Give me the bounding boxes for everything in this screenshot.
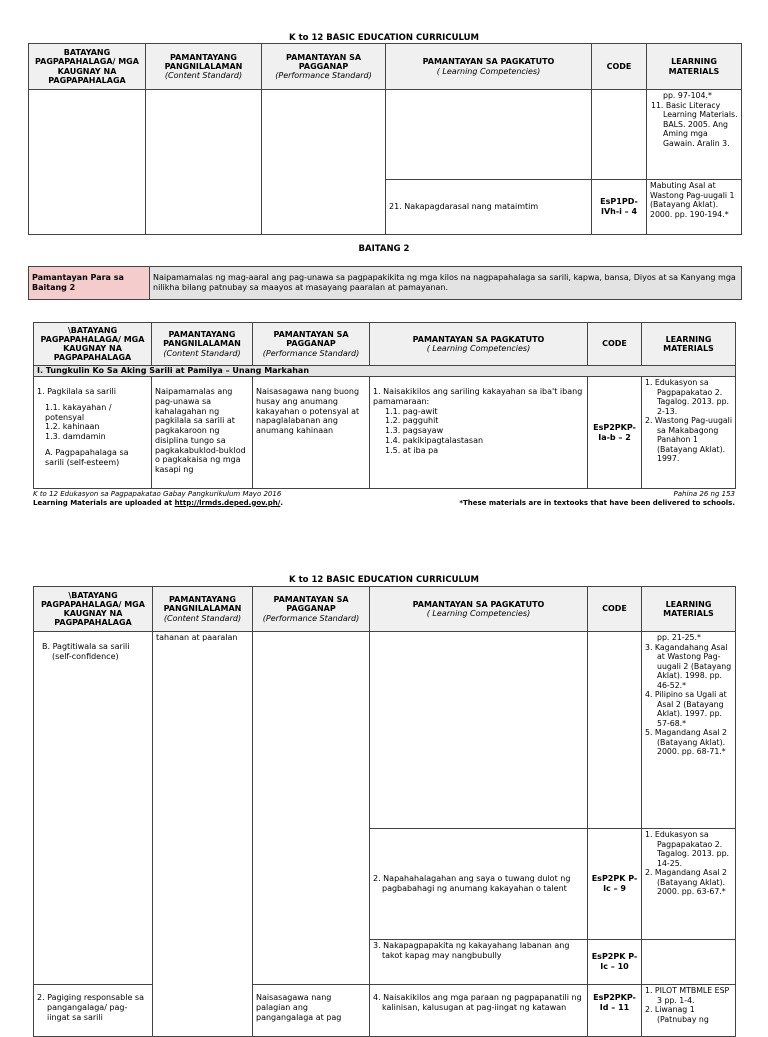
- code-1: EsP2PKP-Ia-b – 2: [588, 377, 642, 489]
- competency-2: 2. Napahahalagahan ang saya o tuwang dulot ng pagbabahagi ng anumang kakayahan o talent: [370, 829, 588, 940]
- curriculum-table-1: [28, 43, 742, 235]
- grade-standard-table: [28, 266, 742, 300]
- header-code: CODE: [588, 323, 642, 366]
- code-3: EsP2PK P- Ic – 10: [588, 940, 642, 985]
- competency-cell: [370, 377, 588, 489]
- performance-standard-cell: [262, 90, 386, 235]
- header-performance-standard: PAMANTAYAN SA PAGGANAP (Performance Standard): [253, 323, 370, 366]
- material-item: 2. Wastong Pag-uugali sa Makabagong Panahon 1 (Batayang Aklat). 1997.: [645, 416, 732, 463]
- header-learning-materials: LEARNING MATERIALS: [642, 587, 736, 632]
- materials-continued: pp. 97-104.*: [663, 91, 712, 100]
- header-content-standard: PAMANTAYANG PANGNILALAMAN (Content Standard): [153, 587, 253, 632]
- curriculum-table-2: [33, 322, 736, 489]
- values-cell: [34, 377, 152, 489]
- header-values: \BATAYANG PAGPAPAHALAGA/ MGA KAUGNAY NA PAGPAPAHALAGA: [34, 587, 153, 632]
- header-learning-competencies: PAMANTAYAN SA PAGKATUTO ( Learning Competencies): [386, 44, 592, 90]
- material-item: 3. Kagandahang Asal at Wastong Pag-uugali 2 (Batayang Aklat). 1998. pp. 46-52.*: [645, 642, 732, 690]
- materials-cell: [642, 940, 736, 985]
- competency-subitem: 1.2. pagguhit: [385, 416, 439, 426]
- curriculum-table-3: [33, 586, 736, 1037]
- values-cell: [29, 90, 146, 235]
- header-values: \BATAYANG PAGPAPAHALAGA/ MGA KAUGNAY NA PAGPAPAHALAGA: [34, 323, 152, 366]
- code-cell: [592, 90, 647, 180]
- performance-standard-cell: Naisasagawa nang buong husay ang anumang kakayahan o potensyal at napaglalabanan ang anumang kahinaan: [253, 377, 370, 489]
- performance-standard-cell: [253, 632, 370, 985]
- footer-upload-note: Learning Materials are uploaded at http://lrmds.deped.gov.ph/.: [33, 498, 284, 507]
- value-subitem: 1.2. kahinaan: [45, 422, 100, 432]
- competency-4: 4. Naisakikilos ang mga paraan ng pagpapanatili ng kalinisan, kalusugan at pag-iingat ng katawan: [370, 985, 588, 1037]
- material-item: 2. Magandang Asal 2 (Batayang Aklat). 2000. pp. 63-67.*: [645, 868, 727, 896]
- grade-heading: BAITANG 2: [358, 244, 410, 254]
- materials-cell: [642, 985, 736, 1037]
- value-item: B. Pagtitiwala sa sarili (self-confidence): [42, 642, 130, 661]
- page-title: K to 12 BASIC EDUCATION CURRICULUM: [289, 575, 479, 585]
- value-subitem: 1.3. damdamin: [45, 432, 106, 441]
- values-cell: [34, 632, 153, 985]
- code-cell: [588, 632, 642, 829]
- material-21: Mabuting Asal at Wastong Pag-uugali 1 (Batayang Aklat). 2000. pp. 190-194.*: [647, 180, 742, 235]
- value-item: 1. Pagkilala sa sarili: [37, 387, 116, 396]
- content-standard-cell: tahanan at paaralan: [153, 632, 253, 1037]
- value-item: A. Pagpapahalaga sa sarili (self-esteem): [45, 447, 129, 467]
- header-learning-competencies: PAMANTAYAN SA PAGKATUTO ( Learning Competencies): [370, 323, 588, 366]
- material-item: 1. PILOT MTBMLE ESP 3 pp. 1-4.: [645, 986, 730, 1005]
- code-21: EsP1PD-IVh-i – 4: [592, 180, 647, 235]
- code-4: EsP2PKP-Id – 11: [588, 985, 642, 1037]
- material-item: 5. Magandang Asal 2 (Batayang Aklat). 2000. pp. 68-71.*: [645, 728, 727, 756]
- page-title: K to 12 BASIC EDUCATION CURRICULUM: [289, 33, 479, 43]
- page-number: Pahina 26 ng 153: [673, 490, 735, 498]
- competency-21: 21. Nakapagdarasal nang mataimtim: [386, 180, 592, 235]
- header-performance-standard: PAMANTAYAN SA PAGGANAP (Performance Standard): [253, 587, 370, 632]
- header-values: BATAYANG PAGPAPAHALAGA/ MGA KAUGNAY NA PAGPAPAHALAGA: [29, 44, 146, 90]
- grade-standard-text: Naipamamalas ng mag-aaral ang pag-unawa sa pagpapakikita ng mga kilos na nagpapahalaga sa sarili, kapwa, bansa, Diyos at sa Kanyang mga nilikha bilang patnubay sa maayos at masayang paaralan at pamayanan.: [150, 267, 742, 300]
- values-cell: [34, 985, 153, 1037]
- competency-cell: [386, 90, 592, 180]
- footer-right: [459, 490, 735, 507]
- material-item: 1. Edukasyon sa Pagpapakatao 2. Tagalog. 2013. pp. 2-13.: [645, 378, 729, 416]
- materials-cell: [642, 377, 736, 489]
- competency-1: 1. Naisakikilos ang sariling kakayahan sa iba't ibang pamamaraan:: [373, 387, 583, 406]
- grade-standard-label: Pamantayan Para sa Baitang 2: [29, 267, 150, 300]
- lrmds-link[interactable]: http://lrmds.deped.gov.ph/: [174, 498, 281, 507]
- material-item: 2. Liwanag 1 (Patnubay ng: [645, 1005, 709, 1024]
- materials-cell: [647, 90, 742, 180]
- materials-cell: [642, 632, 736, 829]
- header-learning-materials: LEARNING MATERIALS: [647, 44, 742, 90]
- competency-subitem: 1.3. pagsayaw: [385, 426, 444, 435]
- footer-textbook-note: *These materials are in textooks that have been delivered to schools.: [459, 498, 735, 507]
- value-subitem: 1.1. kakayahan / potensyal: [45, 402, 112, 422]
- content-standard-cell: Naipamamalas ang pag-unawa sa kahalagahan ng pagkilala sa sarili at pagkakaroon ng disiplina tungo sa pagkakabuklod-buklod o pagkakaisa ng mga kasapi ng: [152, 377, 253, 489]
- competency-subitem: 1.5. at iba pa: [385, 445, 439, 455]
- value-item: 2. Pagiging responsable sa pangangalaga/ pag-iingat sa sarili: [37, 993, 144, 1022]
- footer-left: [33, 490, 283, 507]
- material-item: 1. Edukasyon sa Pagpapakatao 2. Tagalog. 2013. pp. 14-25.: [645, 830, 729, 868]
- material-item: 11. Basic Literacy Learning Materials. BALS. 2005. Ang Aming mga Gawain. Aralin 3.: [651, 100, 738, 148]
- materials-cell: [642, 829, 736, 940]
- header-learning-materials: LEARNING MATERIALS: [642, 323, 736, 366]
- competency-subitem: 1.1. pag-awit: [385, 406, 438, 416]
- materials-continued: pp. 21-25.*: [657, 633, 701, 642]
- material-item: 4. Pilipino sa Ugali at Asal 2 (Batayang Aklat). 1997. pp. 57-68.*: [645, 690, 727, 728]
- performance-standard-cell: Naisasagawa nang palagian ang pangangalaga at pag: [253, 985, 370, 1037]
- header-code: CODE: [592, 44, 647, 90]
- code-2: EsP2PK P- Ic – 9: [588, 829, 642, 940]
- competency-subitem: 1.4. pakikipagtalastasan: [385, 435, 484, 445]
- header-content-standard: PAMANTAYANG PANGNILALAMAN (Content Standard): [152, 323, 253, 366]
- header-performance-standard: PAMANTAYAN SA PAGGANAP (Performance Standard): [262, 44, 386, 90]
- content-standard-cell: [146, 90, 262, 235]
- header-content-standard: PAMANTAYANG PANGNILALAMAN (Content Standard): [146, 44, 262, 90]
- quarter-heading: I. Tungkulin Ko Sa Aking Sarili at Pamilya – Unang Markahan: [34, 366, 736, 377]
- competency-cell: [370, 632, 588, 829]
- header-code: CODE: [588, 587, 642, 632]
- competency-3: 3. Nakapagpapakita ng kakayahang labanan ang takot kapag may nangbubully: [370, 940, 588, 985]
- footer-guide-title: K to 12 Edukasyon sa Pagpapakatao Gabay Pangkurikulum Mayo 2016: [33, 490, 282, 498]
- header-learning-competencies: PAMANTAYAN SA PAGKATUTO ( Learning Competencies): [370, 587, 588, 632]
